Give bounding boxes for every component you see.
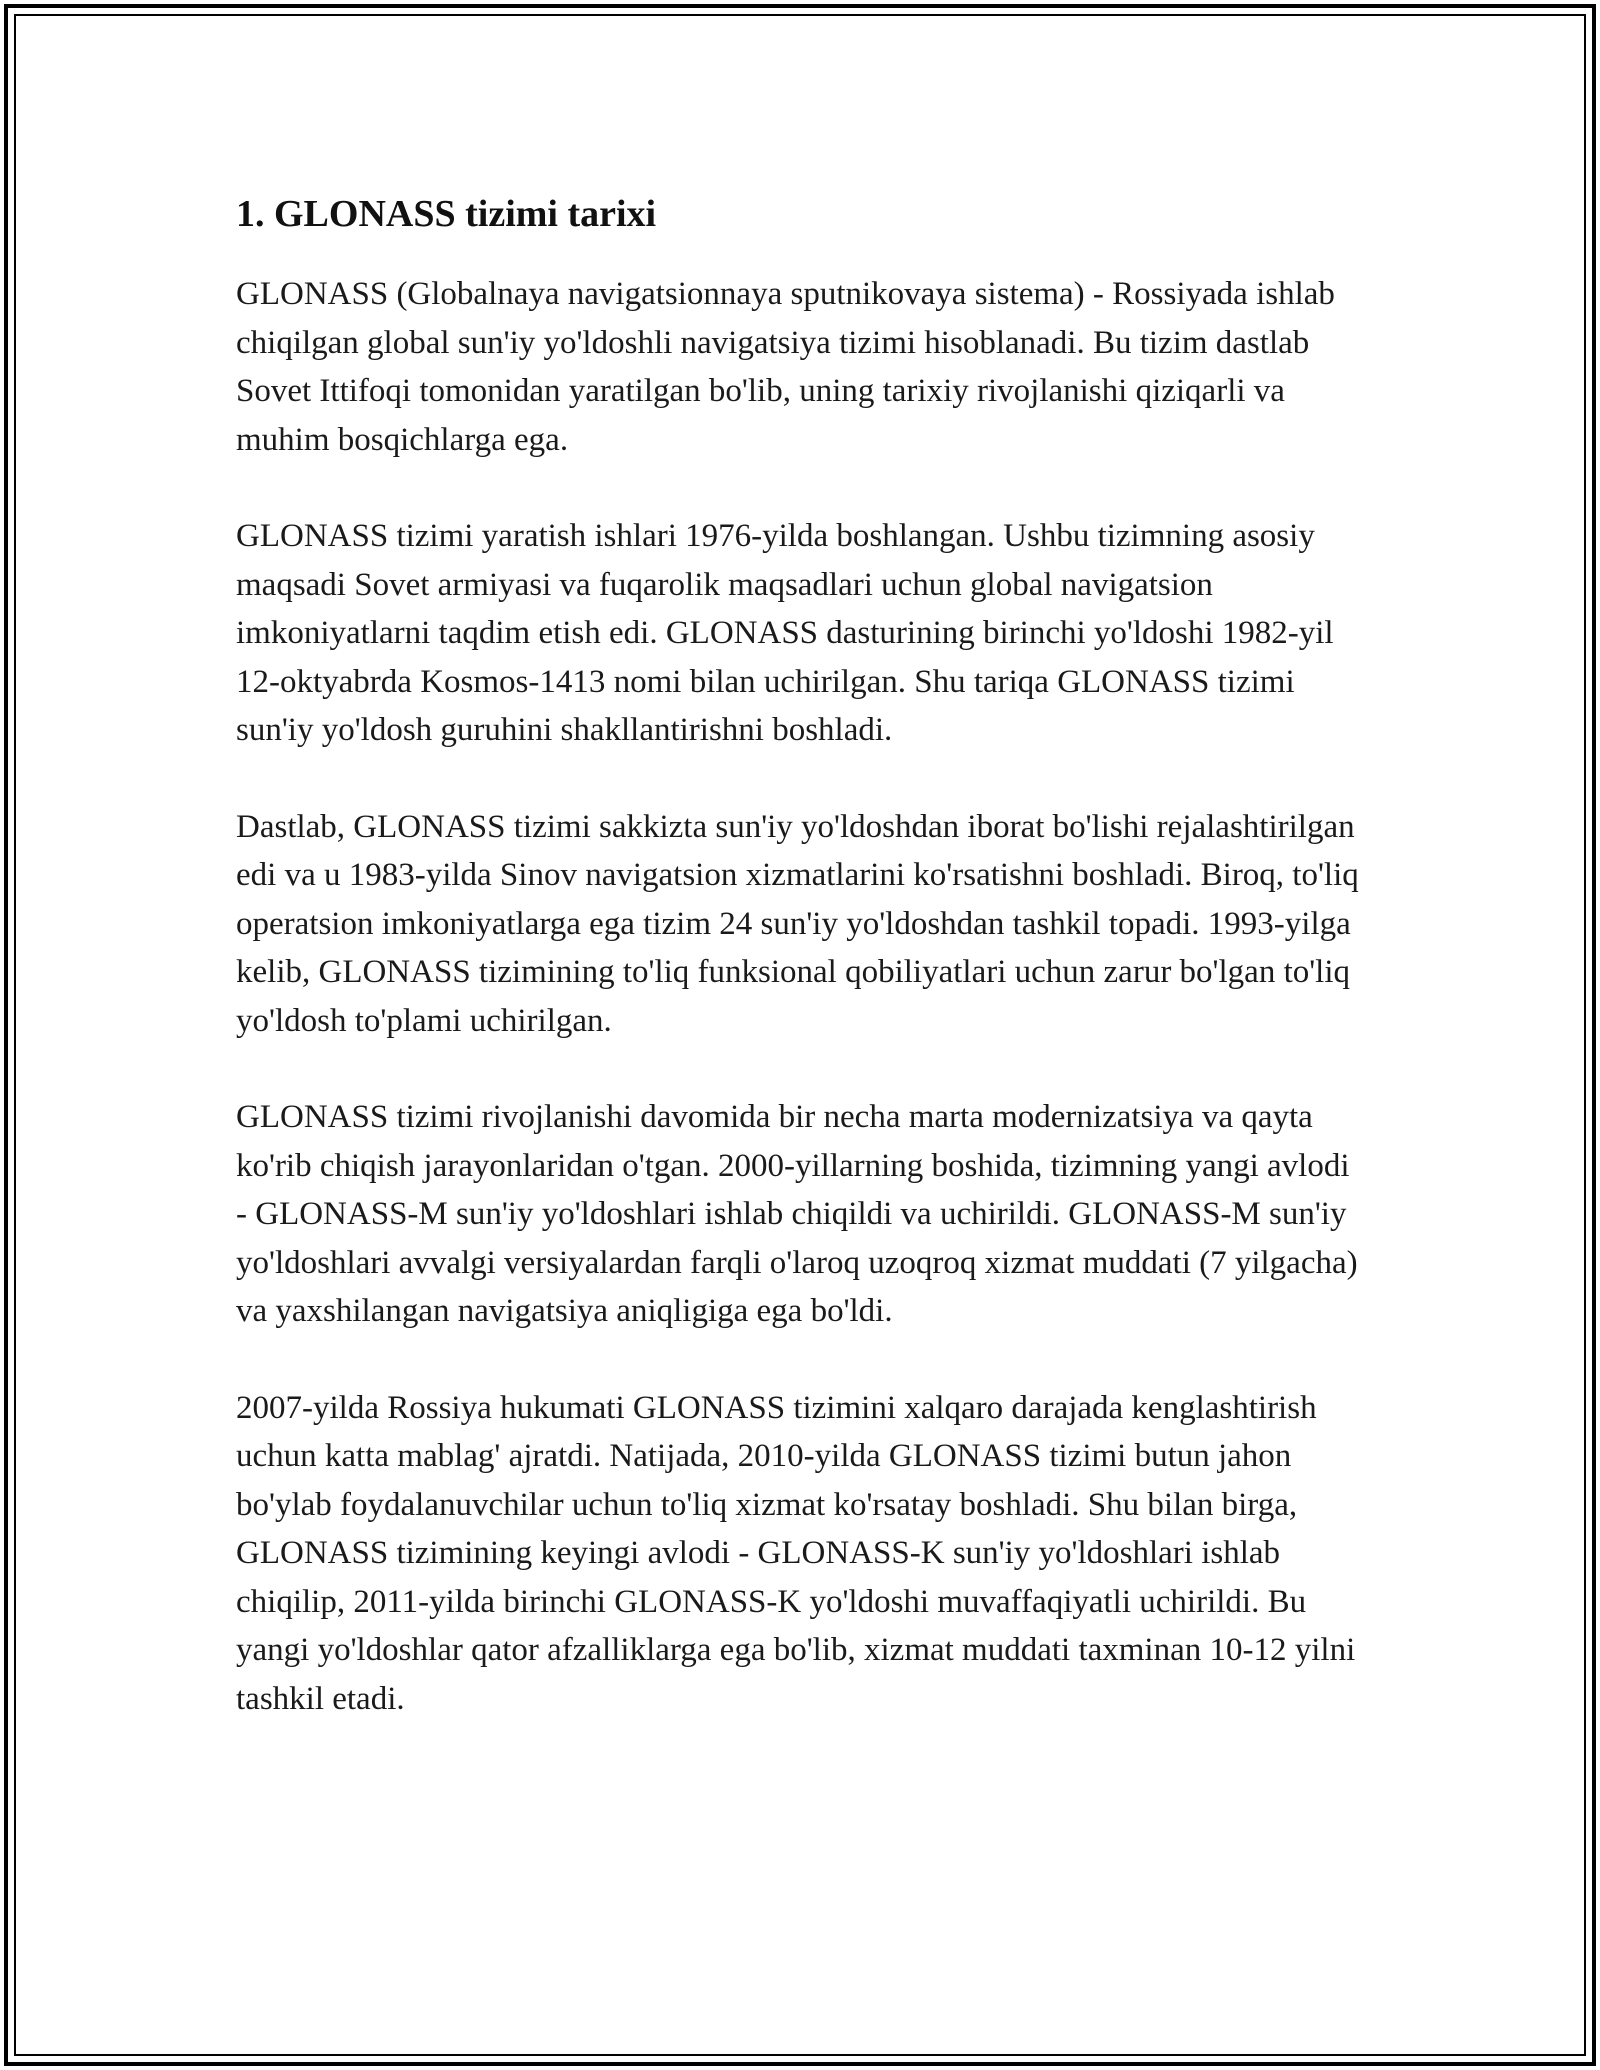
paragraph-satellites: Dastlab, GLONASS tizimi sakkizta sun'iy yo'ldoshdan iborat bo'lishi rejalashtirilgan edi va u 1983-yilda Sinov navigatsion xizmatlarini ko'rsatishni boshladi. Biroq, to'liq operatsion imkoniyatlarga ega tizim 24 sun'iy yo'ldoshdan tashkil topadi. 1993-yilga kelib, GLONASS tizimining to'liq funksional qobiliyatlari uchun zarur bo'lgan to'liq yo'ldosh to'plami uchirilgan. bbox=[236, 808, 1359, 1039]
document-body bbox=[236, 188, 1366, 1771]
paragraph-intro: GLONASS (Globalnaya navigatsionnaya sputnikovaya sistema) - Rossiyada ishlab chiqilgan global sun'iy yo'ldoshli navigatsiya tizimi hisoblanadi. Bu tizim dastlab Sovet Ittifoqi tomonidan yaratilgan bo'lib, uning tarixiy rivojlanishi qiziqarli va muhim bosqichlarga ega. bbox=[236, 276, 1335, 458]
paragraph-creation: GLONASS tizimi yaratish ishlari 1976-yilda boshlangan. Ushbu tizimning asosiy maqsadi Sovet armiyasi va fuqarolik maqsadlari uchun global navigatsion imkoniyatlarni taqdim etish edi. GLONASS dasturining birinchi yo'ldoshi 1982-yil 12-oktyabrda Kosmos-1413 nomi bilan uchirilgan. Shu tariqa GLONASS tizimi sun'iy yo'ldosh guruhini shakllantirishni boshladi. bbox=[236, 518, 1334, 748]
section-heading: 1. GLONASS tizimi tarixi bbox=[236, 193, 657, 235]
paragraph-modernization: GLONASS tizimi rivojlanishi davomida bir necha marta modernizatsiya va qayta ko'rib chiqish jarayonlaridan o'tgan. 2000-yillarning boshida, tizimning yangi avlodi - GLONASS-M sun'iy yo'ldoshlari ishlab chiqildi va uchirildi. GLONASS-M sun'iy yo'ldoshlari avvalgi versiyalardan farqli o'laroq uzoqroq xizmat muddati (7 yilgacha) va yaxshilangan navigatsiya aniqligiga ega bo'ldi. bbox=[236, 1099, 1358, 1329]
paragraph-expansion: 2007-yilda Rossiya hukumati GLONASS tizimini xalqaro darajada kenglashtirish uchun katta mablag' ajratdi. Natijada, 2010-yilda GLONASS tizimi butun jahon bo'ylab foydalanuvchilar uchun to'liq xizmat ko'rsatay boshladi. Shu bilan birga, GLONASS tizimining keyingi avlodi - GLONASS-K sun'iy yo'ldoshlari ishlab chiqilip, 2011-yilda birinchi GLONASS-K yo'ldoshi muvaffaqiyatli uchirildi. Bu yangi yo'ldoshlar qator afzalliklarga ega bo'lib, xizmat muddati taxminan 10-12 yilni tashkil etadi. bbox=[236, 1389, 1356, 1717]
